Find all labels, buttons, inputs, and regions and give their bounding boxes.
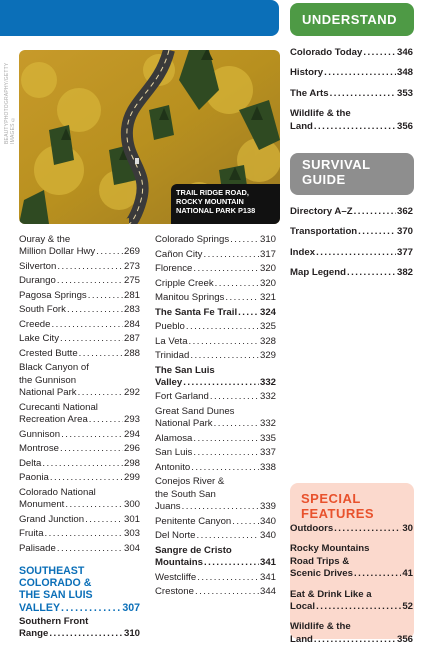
entry-page-number: 346	[396, 47, 413, 58]
dot-leader	[67, 304, 123, 316]
dot-leader	[45, 528, 123, 540]
entry-page-number: 281	[123, 289, 140, 301]
toc-entry[interactable]	[155, 572, 276, 584]
entry-title-line: Curecanti National	[19, 401, 98, 413]
dot-leader	[347, 267, 396, 279]
dot-leader	[334, 523, 401, 535]
toc-entry[interactable]	[155, 278, 276, 290]
section-southeast-colorado[interactable]	[19, 565, 140, 614]
entry-title-line: Colorado Today	[290, 47, 363, 58]
toc-entry[interactable]	[155, 321, 276, 333]
dot-leader	[232, 516, 259, 528]
dot-leader	[225, 292, 259, 304]
entry-page-number: 304	[123, 542, 140, 554]
entry-title-line: The Santa Fe Trail	[155, 306, 238, 318]
entry-page-number: 341	[259, 557, 276, 569]
toc-entry[interactable]	[155, 336, 276, 348]
entry-title-line: Crested Butte	[19, 347, 78, 359]
toc-entry[interactable]	[155, 530, 276, 542]
entry-page-number: 332	[259, 376, 276, 388]
entry-page-number: 339	[259, 501, 276, 513]
entry-title-line: Del Norte	[155, 530, 196, 542]
toc-entry[interactable]	[19, 528, 140, 540]
dot-leader	[183, 377, 259, 389]
toc-entry[interactable]	[19, 348, 140, 360]
dot-leader	[193, 433, 259, 445]
entry-title-line: Land	[290, 633, 313, 645]
toc-entry[interactable]	[155, 391, 276, 403]
dot-leader	[65, 499, 123, 511]
toc-entry[interactable]	[19, 290, 140, 302]
entry-title-line: South Fork	[19, 304, 66, 316]
dot-leader	[186, 321, 259, 333]
dot-leader	[363, 47, 396, 59]
dot-leader	[189, 336, 259, 348]
entry-page-number: 317	[259, 248, 276, 260]
entry-page-number: 287	[123, 333, 140, 345]
entry-title-line: Palisade	[19, 542, 56, 554]
toc-entry[interactable]	[19, 443, 140, 455]
dot-leader	[203, 249, 259, 261]
entry-title-line: Monument	[19, 499, 65, 511]
special-feature-entry[interactable]	[290, 543, 413, 580]
toc-entry[interactable]	[19, 275, 140, 287]
toc-entry[interactable]	[19, 319, 140, 331]
toc-entry[interactable]	[19, 472, 140, 484]
entry-page-number: 377	[396, 246, 413, 258]
toc-entry[interactable]	[19, 458, 140, 470]
toc-entry[interactable]	[155, 586, 276, 598]
special-features-heading: SPECIAL FEATURES	[301, 491, 375, 521]
toc-entry[interactable]	[155, 263, 276, 275]
entry-title-line: Wildlife & the	[290, 621, 351, 633]
entry-page-number: 362	[396, 206, 413, 217]
entry-title-line: Colorado National	[19, 486, 96, 498]
toc-entry[interactable]	[155, 433, 276, 445]
understand-heading: UNDERSTAND	[290, 3, 414, 36]
survival-entry[interactable]	[290, 247, 413, 259]
dot-leader	[210, 391, 259, 403]
dot-leader	[230, 234, 259, 246]
understand-entry[interactable]	[290, 67, 413, 79]
dot-leader	[79, 348, 123, 360]
entry-page-number: 298	[123, 457, 140, 469]
section-title-line: VALLEY	[19, 601, 61, 614]
dot-leader	[354, 568, 401, 580]
toc-entry[interactable]	[155, 350, 276, 362]
entry-title-line: Eat & Drink Like a	[290, 588, 372, 600]
entry-title-line: Florence	[155, 263, 193, 274]
section-page-number: 307	[122, 601, 140, 614]
entry-page-number: 292	[123, 387, 140, 399]
entry-title-line: History	[290, 67, 324, 79]
dot-leader	[214, 418, 259, 430]
entry-title-line: Range	[19, 628, 49, 640]
survival-guide-heading: SURVIVAL GUIDE	[290, 153, 414, 195]
entry-title-line: The Arts	[290, 87, 329, 99]
entry-title-line: Transportation	[290, 226, 358, 238]
entry-page-number: 353	[396, 87, 413, 99]
entry-title-line: Outdoors	[290, 523, 334, 534]
dot-leader	[195, 586, 259, 598]
dot-leader	[193, 263, 259, 275]
entry-title-line: Fort Garland	[155, 391, 209, 403]
entry-title-line: Creede	[19, 318, 51, 330]
entry-page-number: 356	[396, 633, 413, 645]
entry-title-line: Wildlife & the	[290, 108, 351, 120]
entry-title-line: San Luis	[155, 447, 193, 459]
toc-entry[interactable]	[19, 543, 140, 555]
entry-page-number: 294	[123, 428, 140, 440]
dot-leader	[197, 572, 259, 584]
understand-list	[290, 47, 413, 141]
entry-page-number: 332	[259, 391, 276, 403]
dot-leader	[324, 67, 396, 79]
entry-title-line: the Gunnison	[19, 374, 77, 386]
toc-entry[interactable]	[155, 406, 276, 431]
dot-leader	[60, 333, 123, 345]
entry-title-line: Cañon City	[155, 248, 203, 260]
entry-title-line: Directory A–Z	[290, 206, 353, 217]
entry-page-number: 370	[396, 226, 413, 238]
dot-leader	[354, 206, 396, 218]
entry-title-line: Alamosa	[155, 432, 193, 444]
entry-page-number: 293	[123, 414, 140, 426]
entry-page-number: 321	[259, 292, 276, 303]
southern-front-range-entry[interactable]	[19, 616, 140, 641]
toc-entry[interactable]	[19, 487, 140, 512]
toc-entry[interactable]	[19, 429, 140, 441]
entry-page-number: 273	[123, 260, 140, 272]
dot-leader	[314, 634, 396, 646]
toc-entry[interactable]	[19, 616, 140, 641]
entry-title-line: Local	[290, 601, 316, 613]
dot-leader	[57, 275, 123, 287]
toc-entry[interactable]	[19, 333, 140, 345]
dot-leader	[61, 429, 123, 441]
dot-leader	[60, 443, 123, 455]
understand-entry[interactable]	[290, 88, 413, 100]
dot-leader	[182, 501, 259, 513]
entry-page-number: 340	[259, 530, 276, 542]
entry-title-line: the South San	[155, 488, 216, 500]
dot-leader	[197, 530, 259, 542]
entry-title-line: Million Dollar Hwy	[19, 246, 96, 258]
survival-entry[interactable]	[290, 267, 413, 279]
entry-title-line: National Park	[19, 387, 77, 399]
special-feature-entry[interactable]	[290, 589, 413, 614]
dot-leader	[314, 121, 396, 133]
entry-title-line: Silverton	[19, 260, 57, 272]
entry-page-number: 52	[402, 601, 413, 613]
entry-title-line: Crestone	[155, 586, 194, 598]
toc-entry[interactable]	[155, 476, 276, 513]
entry-title-line: Great Sand Dunes	[155, 405, 235, 417]
entry-page-number: 356	[396, 120, 413, 132]
dot-leader	[61, 602, 121, 614]
entry-page-number: 275	[123, 275, 140, 287]
entry-title-line: Pueblo	[155, 321, 185, 332]
entry-page-number: 320	[259, 263, 276, 274]
dot-leader	[190, 350, 259, 362]
entry-title-line: Antonito	[155, 461, 191, 473]
entry-title-line: Ouray & the	[19, 234, 71, 245]
dot-leader	[316, 601, 401, 613]
entry-title-line: Road Trips &	[290, 555, 350, 567]
entry-title-line: Grand Junction	[19, 513, 85, 525]
entry-page-number: 332	[259, 418, 276, 430]
entry-title-line: Sangre de Cristo	[155, 544, 232, 556]
dot-leader	[78, 387, 123, 399]
entry-page-number: 269	[123, 246, 140, 258]
entry-page-number: 337	[259, 447, 276, 459]
toc-entry[interactable]	[155, 462, 276, 474]
survival-entry[interactable]	[290, 206, 413, 218]
entry-page-number: 329	[259, 350, 276, 361]
entry-page-number: 382	[396, 267, 413, 279]
toc-entry[interactable]	[19, 304, 140, 316]
toc-entry[interactable]	[155, 292, 276, 304]
entry-page-number: 328	[259, 335, 276, 347]
entry-page-number: 335	[259, 432, 276, 444]
dot-leader	[85, 514, 123, 526]
section-title-line: SOUTHEAST	[19, 564, 85, 577]
entry-title-line: Map Legend	[290, 267, 346, 279]
entry-title-line: Conejos River &	[155, 476, 225, 488]
entry-title-line: Scenic Drives	[290, 568, 353, 580]
dot-leader	[51, 319, 123, 331]
entry-page-number: 344	[259, 586, 276, 598]
entry-title-line: Fruita	[19, 528, 44, 540]
photo-credit: BEAUTYPHOTOGRAPHY/GETTY IMAGES ©	[4, 62, 16, 144]
entry-title-line: Juans	[155, 501, 181, 513]
entry-title-line: Cripple Creek	[155, 277, 214, 289]
understand-entry[interactable]	[290, 108, 413, 133]
entry-title-line: Manitou Springs	[155, 292, 225, 303]
toc-entry[interactable]	[155, 545, 276, 570]
entry-page-number: 340	[259, 515, 276, 527]
toc-entry[interactable]	[19, 362, 140, 399]
entry-title-line: Mountains	[155, 557, 203, 569]
toc-entry[interactable]	[155, 234, 276, 246]
entry-page-number: 310	[259, 234, 276, 245]
entry-title-line: Recreation Area	[19, 414, 88, 426]
entry-page-number: 300	[123, 499, 140, 511]
section-title-line: COLORADO &	[19, 577, 92, 590]
entry-title-line: National Park	[155, 418, 213, 430]
entry-page-number: 324	[259, 306, 276, 318]
toc-entry[interactable]	[155, 447, 276, 459]
entry-title-line: La Veta	[155, 335, 188, 347]
dot-leader	[193, 447, 259, 459]
entry-page-number: 325	[259, 321, 276, 332]
entry-title-line: Colorado Springs	[155, 234, 230, 245]
dot-leader	[50, 472, 123, 484]
entry-page-number: 348	[396, 67, 413, 79]
entry-page-number: 341	[259, 571, 276, 583]
entry-title-line: Valley	[155, 376, 183, 388]
entry-page-number: 310	[123, 628, 140, 640]
entry-page-number: 30	[402, 523, 413, 534]
entry-title-line: Land	[290, 120, 313, 132]
dot-leader	[57, 261, 123, 273]
dot-leader	[358, 226, 396, 238]
entry-title-line: Index	[290, 246, 316, 258]
entry-title-line: Pagosa Springs	[19, 289, 87, 301]
entry-page-number: 299	[123, 472, 140, 484]
toc-entry[interactable]	[155, 516, 276, 528]
header-bar	[0, 0, 279, 36]
toc-entry[interactable]	[19, 261, 140, 273]
entry-page-number: 296	[123, 443, 140, 455]
toc-entry[interactable]	[19, 402, 140, 427]
dot-leader	[330, 88, 396, 100]
entry-page-number: 301	[123, 513, 140, 525]
entry-title-line: Trinidad	[155, 350, 190, 361]
entry-title-line: Gunnison	[19, 428, 61, 440]
dot-leader	[316, 247, 396, 259]
entry-title-line: Penitente Canyon	[155, 515, 232, 527]
entry-title-line: Westcliffe	[155, 571, 197, 583]
toc-column-1	[19, 234, 140, 643]
dot-leader	[88, 290, 123, 302]
entry-page-number: 283	[123, 304, 140, 316]
photo-caption: TRAIL RIDGE ROAD, ROCKY MOUNTAIN NATIONAL PARK P138	[171, 184, 280, 224]
dot-leader	[49, 628, 123, 640]
toc-entry[interactable]	[155, 249, 276, 261]
dot-leader	[57, 543, 123, 555]
toc-entry[interactable]	[155, 307, 276, 319]
dot-leader	[204, 557, 259, 569]
toc-entry[interactable]	[155, 365, 276, 390]
special-feature-entry[interactable]	[290, 523, 413, 535]
entry-page-number: 338	[259, 461, 276, 473]
dot-leader	[191, 462, 259, 474]
special-features-list	[290, 523, 413, 654]
entry-title-line: The San Luis	[155, 364, 215, 376]
entry-title-line: Lake City	[19, 333, 59, 345]
entry-title-line: Black Canyon of	[19, 362, 89, 374]
dot-leader	[42, 458, 123, 470]
entry-page-number: 288	[123, 347, 140, 359]
entry-title-line: Rocky Mountains	[290, 543, 370, 555]
entry-page-number: 303	[123, 528, 140, 540]
dot-leader	[96, 246, 123, 258]
entry-page-number: 41	[402, 568, 413, 580]
entry-title-line: Montrose	[19, 443, 59, 455]
dot-leader	[238, 307, 259, 319]
toc-entry[interactable]	[19, 234, 140, 259]
dot-leader	[215, 278, 259, 290]
dot-leader	[89, 414, 123, 426]
entry-title-line: Durango	[19, 275, 56, 287]
entry-page-number: 320	[259, 277, 276, 289]
entry-page-number: 284	[123, 318, 140, 330]
section-title-line: THE SAN LUIS	[19, 589, 93, 602]
toc-entry[interactable]	[19, 514, 140, 526]
entry-title-line: Paonia	[19, 472, 49, 484]
survival-list	[290, 206, 413, 288]
entry-title-line: Southern Front	[19, 615, 89, 627]
understand-entry[interactable]	[290, 47, 413, 59]
entry-title-line: Delta	[19, 457, 42, 469]
survival-entry[interactable]	[290, 226, 413, 238]
toc-column-2	[155, 234, 276, 601]
